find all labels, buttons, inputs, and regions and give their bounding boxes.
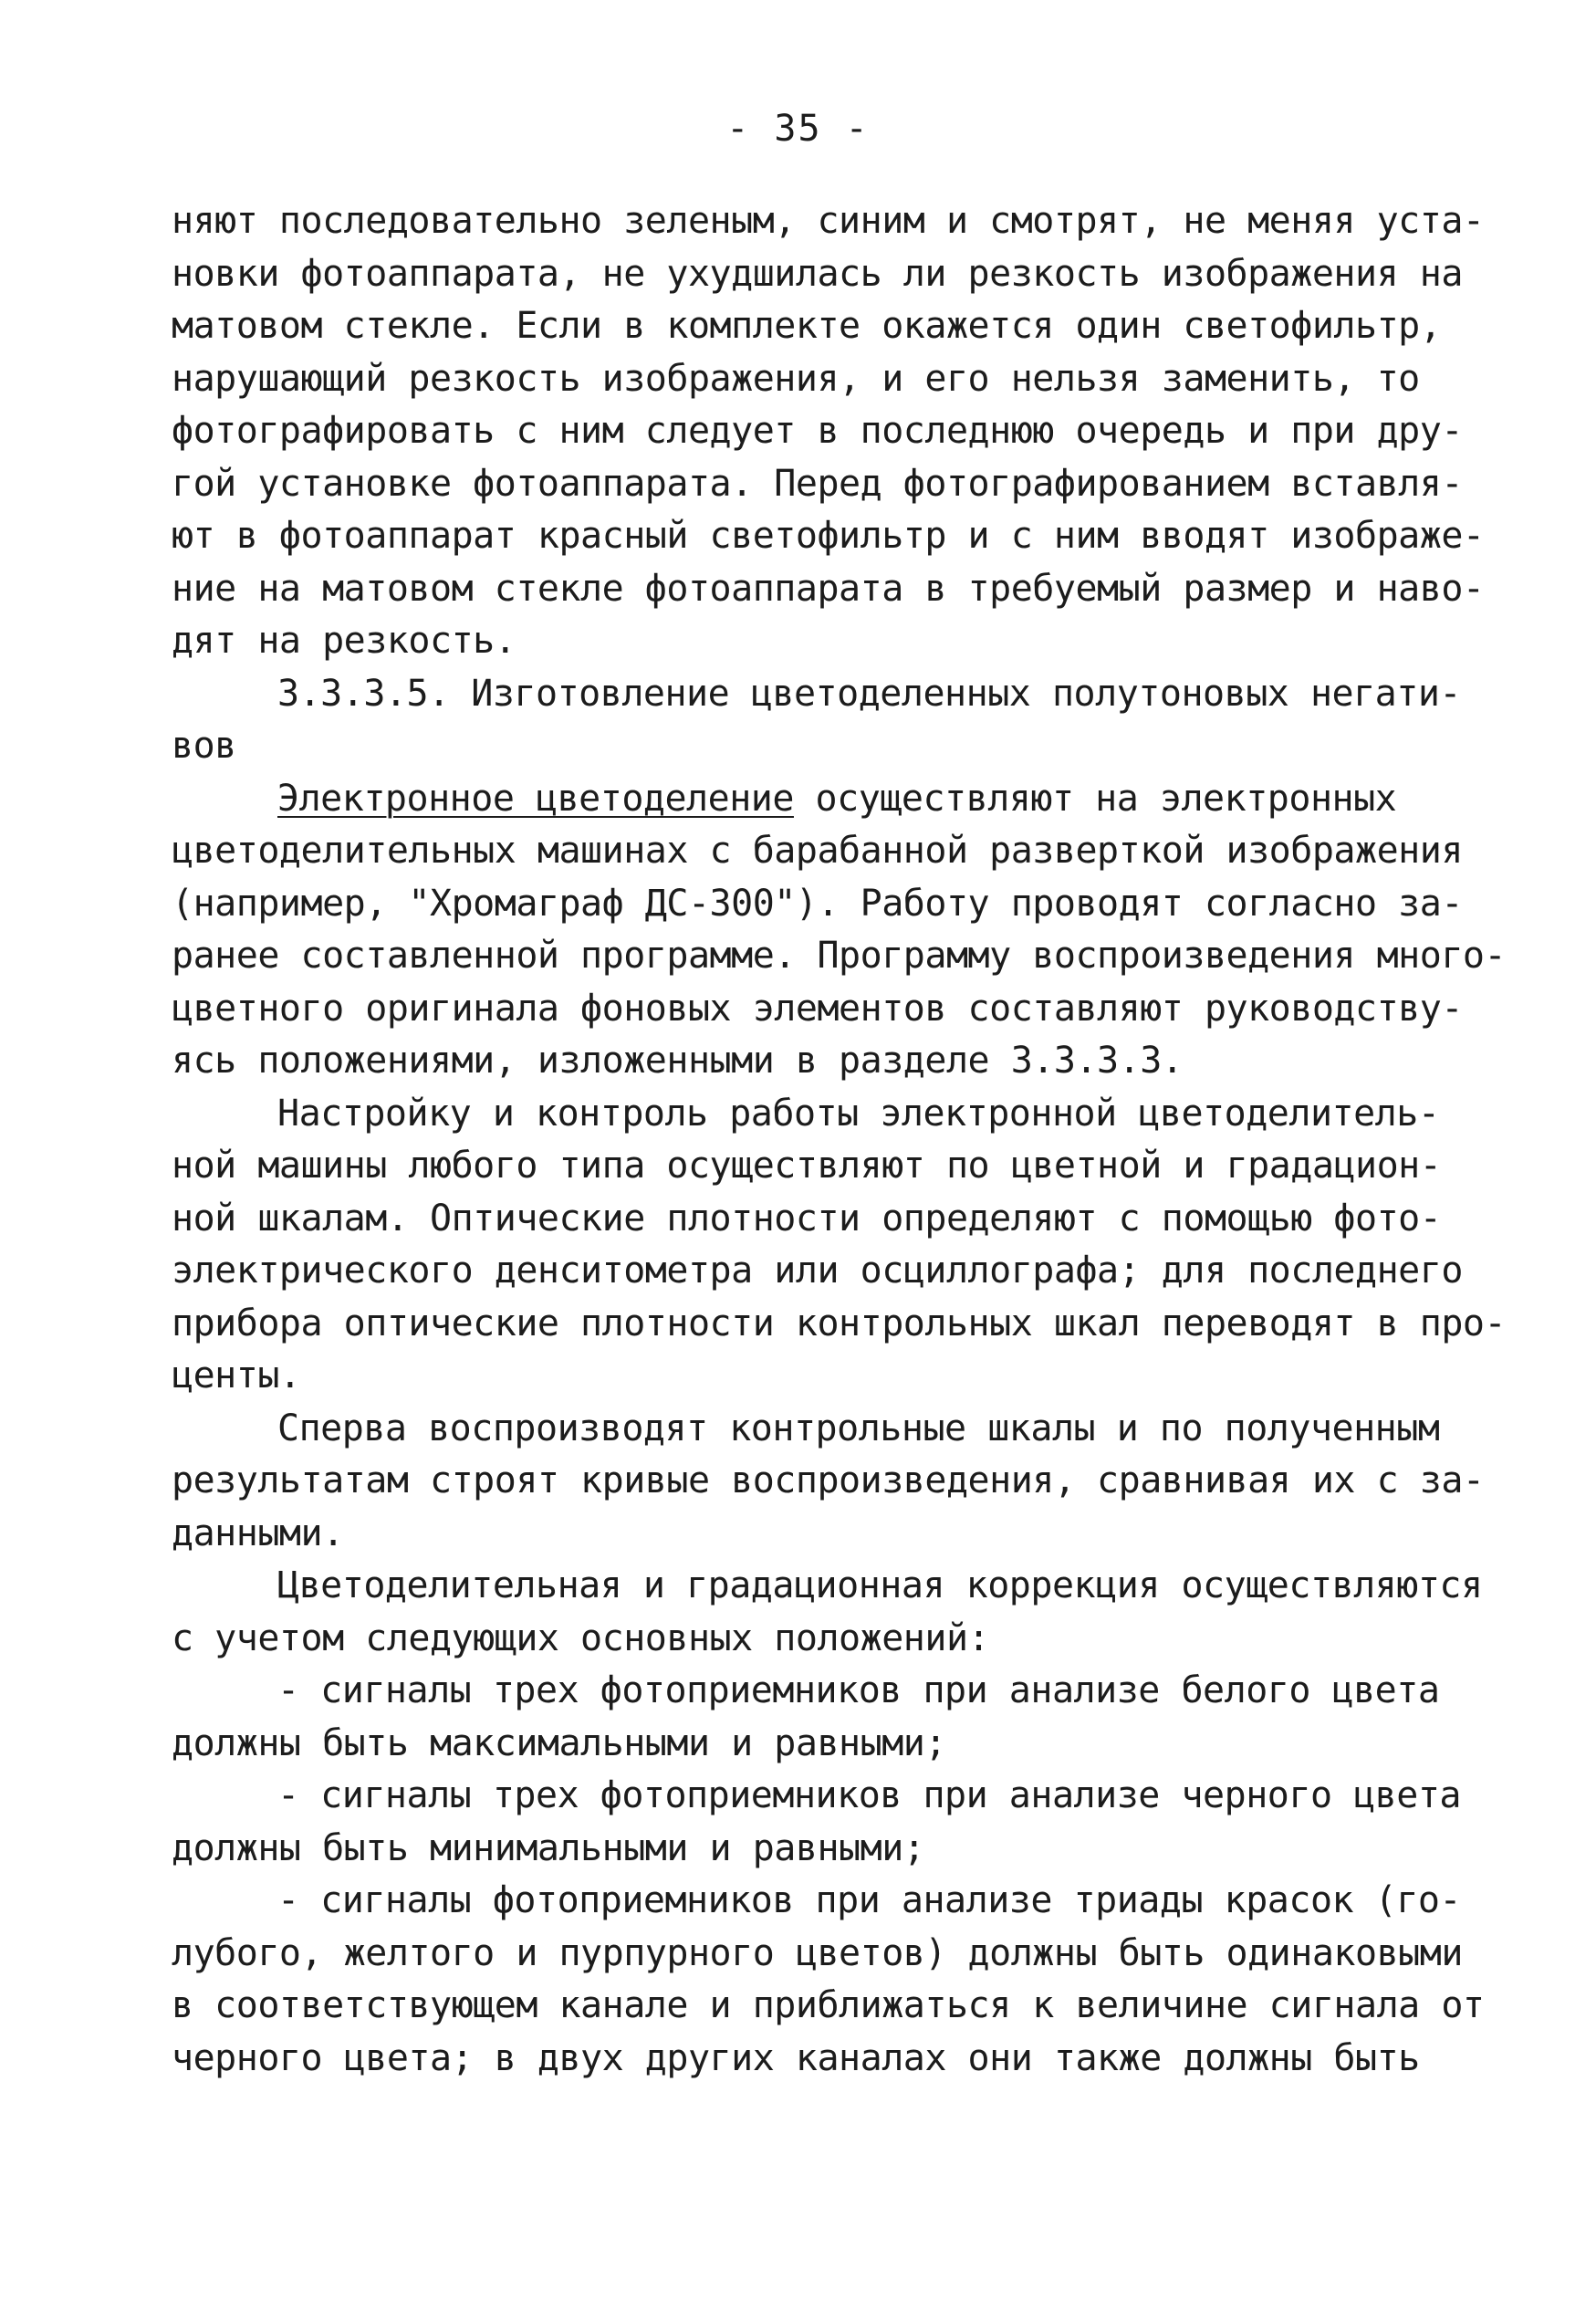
text-line: результатам строят кривые воспроизведения, сравнивая их с за- xyxy=(172,1459,1485,1501)
text-line: гой установке фотоаппарата. Перед фотографированием вставля- xyxy=(172,462,1463,505)
text-line: лубого, желтого и пурпурного цветов) должны быть одинаковыми xyxy=(172,1931,1463,1974)
text-line: черного цвета; в двух других каналах они также должны быть xyxy=(172,2036,1420,2079)
text-line: - сигналы трех фотоприемников при анализе черного цвета xyxy=(277,1774,1462,1816)
text-line: центы. xyxy=(172,1355,301,1397)
text-line: электрического денситометра или осциллографа; для последнего xyxy=(172,1250,1463,1292)
text-line: в соответствующем канале и приближаться к величине сигнала от xyxy=(172,1984,1485,2026)
underlined-term: Электронное цветоделение xyxy=(277,777,794,820)
text-line: Сперва воспроизводят контрольные шкалы и по полученным xyxy=(277,1407,1440,1449)
text-line: данными. xyxy=(172,1512,344,1554)
text-line: 3.3.3.5. Изготовление цветоделенных полутоновых негати- xyxy=(277,672,1462,715)
text-line: ной машины любого типа осуществляют по цветной и градацион- xyxy=(172,1145,1442,1187)
line-text: осуществляют на электронных xyxy=(793,777,1397,820)
text-line: должны быть минимальными и равными; xyxy=(172,1826,925,1869)
text-line: цветного оригинала фоновых элементов составляют руководству- xyxy=(172,987,1463,1030)
text-line: фотографировать с ним следует в последнюю очередь и при дру- xyxy=(172,410,1463,452)
body-text xyxy=(172,195,1507,2085)
text-line: матовом стекле. Если в комплекте окажется один светофильтр, xyxy=(172,305,1442,347)
text-line: нарушающий резкость изображения, и его нельзя заменить, то xyxy=(172,357,1420,400)
text-line: (например, "Хромаграф ДС-300"). Работу проводят согласно за- xyxy=(172,882,1463,925)
text-line: ют в фотоаппарат красный светофильтр и с ним вводят изображе- xyxy=(172,515,1485,557)
text-line: с учетом следующих основных положений: xyxy=(172,1616,990,1659)
text-line: вов xyxy=(172,725,236,767)
text-line: - сигналы фотоприемников при анализе триады красок (го- xyxy=(277,1879,1462,1921)
text-line: прибора оптические плотности контрольных шкал переводят в про- xyxy=(172,1302,1507,1344)
text-line: ной шкалам. Оптические плотности определяют с помощью фото- xyxy=(172,1197,1442,1240)
page-number: - 35 - xyxy=(726,108,870,150)
text-line xyxy=(172,773,1467,826)
text-line: новки фотоаппарата, не ухудшилась ли резкость изображения на xyxy=(172,252,1463,295)
text-line: няют последовательно зеленым, синим и смотрят, не меняя уста- xyxy=(172,200,1485,242)
text-line: должны быть максимальными и равными; xyxy=(172,1721,946,1764)
text-line: Цветоделительная и градационная коррекция осуществляются xyxy=(277,1564,1483,1606)
text-line: ние на матовом стекле фотоаппарата в требуемый размер и наво- xyxy=(172,567,1485,610)
text-line: - сигналы трех фотоприемников при анализе белого цвета xyxy=(277,1669,1440,1711)
text-line: ясь положениями, изложенными в разделе 3.3.3.3. xyxy=(172,1040,1184,1082)
text-line: цветоделительных машинах с барабанной разверткой изображения xyxy=(172,830,1463,872)
text-line: Настройку и контроль работы электронной цветоделитель- xyxy=(277,1092,1440,1135)
text-line: дят на резкость. xyxy=(172,620,516,662)
text-line: ранее составленной программе. Программу воспроизведения много- xyxy=(172,935,1507,977)
